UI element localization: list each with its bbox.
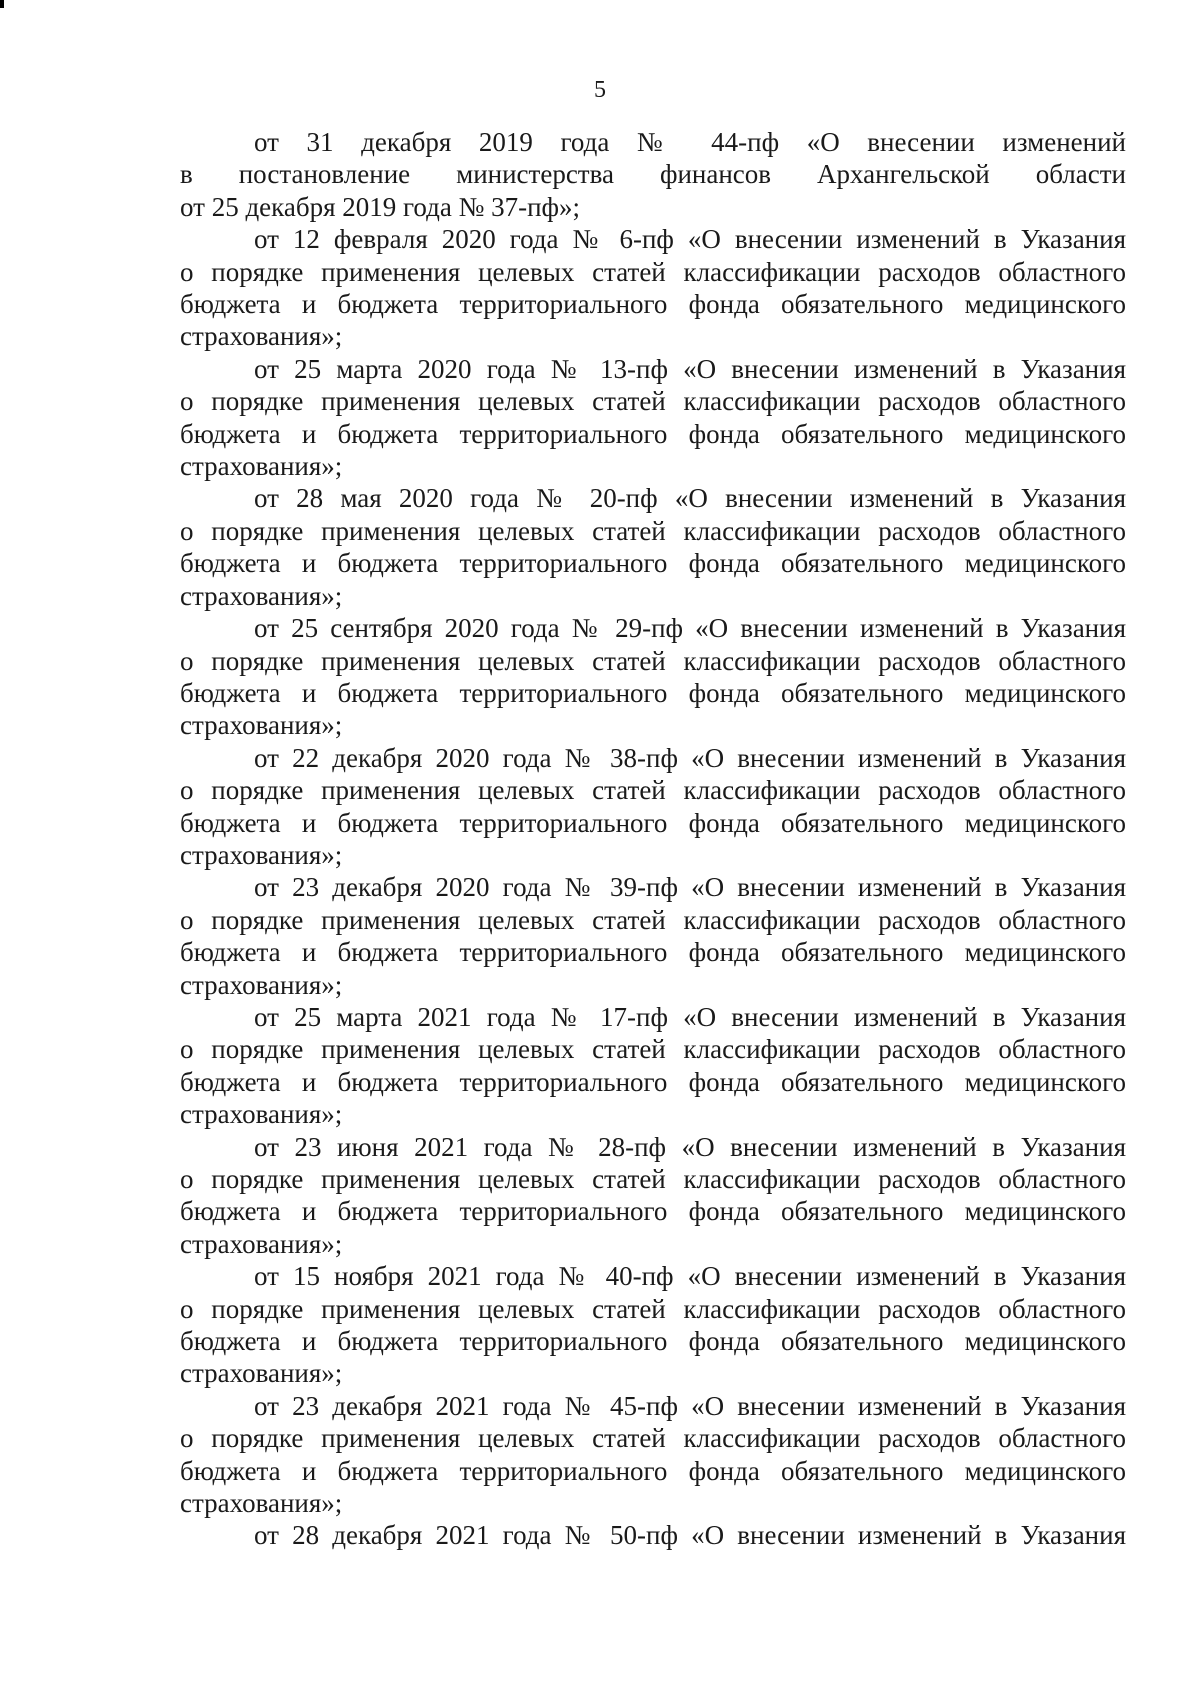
- amendment-entry: [180, 1390, 1126, 1520]
- entry-first-line: от 15 ноября 2021 года № 40-пф «О внесении изменений в Указания: [254, 1261, 1126, 1292]
- amendment-entry: [180, 742, 1126, 872]
- entry-line: страхования»;: [180, 1228, 343, 1259]
- entry-line: бюджета и бюджета территориального фонда обязательного медицинского: [180, 1066, 1126, 1097]
- entry-line: о порядке применения целевых статей классификации расходов областного: [180, 645, 1126, 676]
- entry-first-line: от 31 декабря 2019 года № 44-пф «О внесении изменений: [254, 127, 1126, 157]
- entry-line: бюджета и бюджета территориального фонда обязательного медицинского: [180, 807, 1126, 838]
- document-body: [180, 126, 1126, 1552]
- amendment-entry: [180, 126, 1126, 223]
- entry-first-line: от 12 февраля 2020 года № 6-пф «О внесении изменений в Указания: [254, 224, 1126, 255]
- entry-line: о порядке применения целевых статей классификации расходов областного: [180, 1423, 1126, 1454]
- entry-line: страхования»;: [180, 1488, 343, 1519]
- entry-line: страхования»;: [180, 1099, 343, 1130]
- entry-line: о порядке применения целевых статей классификации расходов областного: [180, 1034, 1126, 1065]
- entry-line: страхования»;: [180, 580, 343, 611]
- entry-line: бюджета и бюджета территориального фонда обязательного медицинского: [180, 677, 1126, 708]
- entry-first-line: от 23 июня 2021 года № 28-пф «О внесении изменений в Указания: [254, 1131, 1126, 1162]
- entry-line: бюджета и бюджета территориального фонда обязательного медицинского: [180, 418, 1126, 449]
- entry-line: бюджета и бюджета территориального фонда обязательного медицинского: [180, 1196, 1126, 1227]
- amendment-entry: [180, 1260, 1126, 1390]
- amendment-entry: [180, 223, 1126, 353]
- entry-first-line: от 25 марта 2020 года № 13-пф «О внесении изменений в Указания: [254, 353, 1126, 384]
- entry-line: страхования»;: [180, 710, 343, 741]
- entry-first-line: от 25 сентября 2020 года № 29-пф «О внесении изменений в Указания: [254, 613, 1126, 644]
- entry-first-line: от 23 декабря 2021 года № 45-пф «О внесении изменений в Указания: [254, 1390, 1126, 1421]
- entry-line: о порядке применения целевых статей классификации расходов областного: [180, 386, 1126, 417]
- entry-line: страхования»;: [180, 451, 343, 482]
- amendment-entry: [180, 1519, 1126, 1551]
- page-number: 5: [594, 77, 606, 103]
- amendment-entry: [180, 1001, 1126, 1131]
- entry-line: о порядке применения целевых статей классификации расходов областного: [180, 1164, 1126, 1194]
- entry-line: бюджета и бюджета территориального фонда обязательного медицинского: [180, 548, 1126, 579]
- entry-line: о порядке применения целевых статей классификации расходов областного: [180, 515, 1126, 546]
- amendment-entry: [180, 612, 1126, 742]
- entry-first-line: от 28 декабря 2021 года № 50-пф «О внесении изменений в Указания: [254, 1520, 1126, 1551]
- entry-line: о порядке применения целевых статей классификации расходов областного: [180, 256, 1126, 287]
- amendment-entry: [180, 871, 1126, 1001]
- entry-line: бюджета и бюджета территориального фонда обязательного медицинского: [180, 289, 1126, 320]
- entry-line: страхования»;: [180, 969, 343, 1000]
- entry-line: о порядке применения целевых статей классификации расходов областного: [180, 775, 1126, 806]
- entry-first-line: от 28 мая 2020 года № 20-пф «О внесении изменений в Указания: [254, 483, 1126, 514]
- entry-line: о порядке применения целевых статей классификации расходов областного: [180, 904, 1126, 935]
- amendment-entry: [180, 1131, 1126, 1261]
- entry-line: от 25 декабря 2019 года № 37-пф»;: [180, 191, 581, 222]
- entry-line: бюджета и бюджета территориального фонда обязательного медицинского: [180, 1455, 1126, 1486]
- amendment-entry: [180, 482, 1126, 612]
- entry-first-line: от 22 декабря 2020 года № 38-пф «О внесении изменений в Указания: [254, 742, 1126, 773]
- amendment-entry: [180, 353, 1126, 483]
- entry-line: страхования»;: [180, 1358, 343, 1389]
- entry-line: страхования»;: [180, 839, 343, 870]
- entry-line: бюджета и бюджета территориального фонда обязательного медицинского: [180, 937, 1126, 968]
- entry-first-line: от 25 марта 2021 года № 17-пф «О внесении изменений в Указания: [254, 1001, 1126, 1032]
- scan-edge-mark: [0, 0, 4, 8]
- entry-line: в постановление министерства финансов Архангельской области: [180, 159, 1126, 190]
- entry-line: бюджета и бюджета территориального фонда обязательного медицинского: [180, 1326, 1126, 1357]
- entry-line: о порядке применения целевых статей классификации расходов областного: [180, 1293, 1126, 1324]
- entry-line: страхования»;: [180, 321, 343, 352]
- entry-first-line: от 23 декабря 2020 года № 39-пф «О внесении изменений в Указания: [254, 872, 1126, 903]
